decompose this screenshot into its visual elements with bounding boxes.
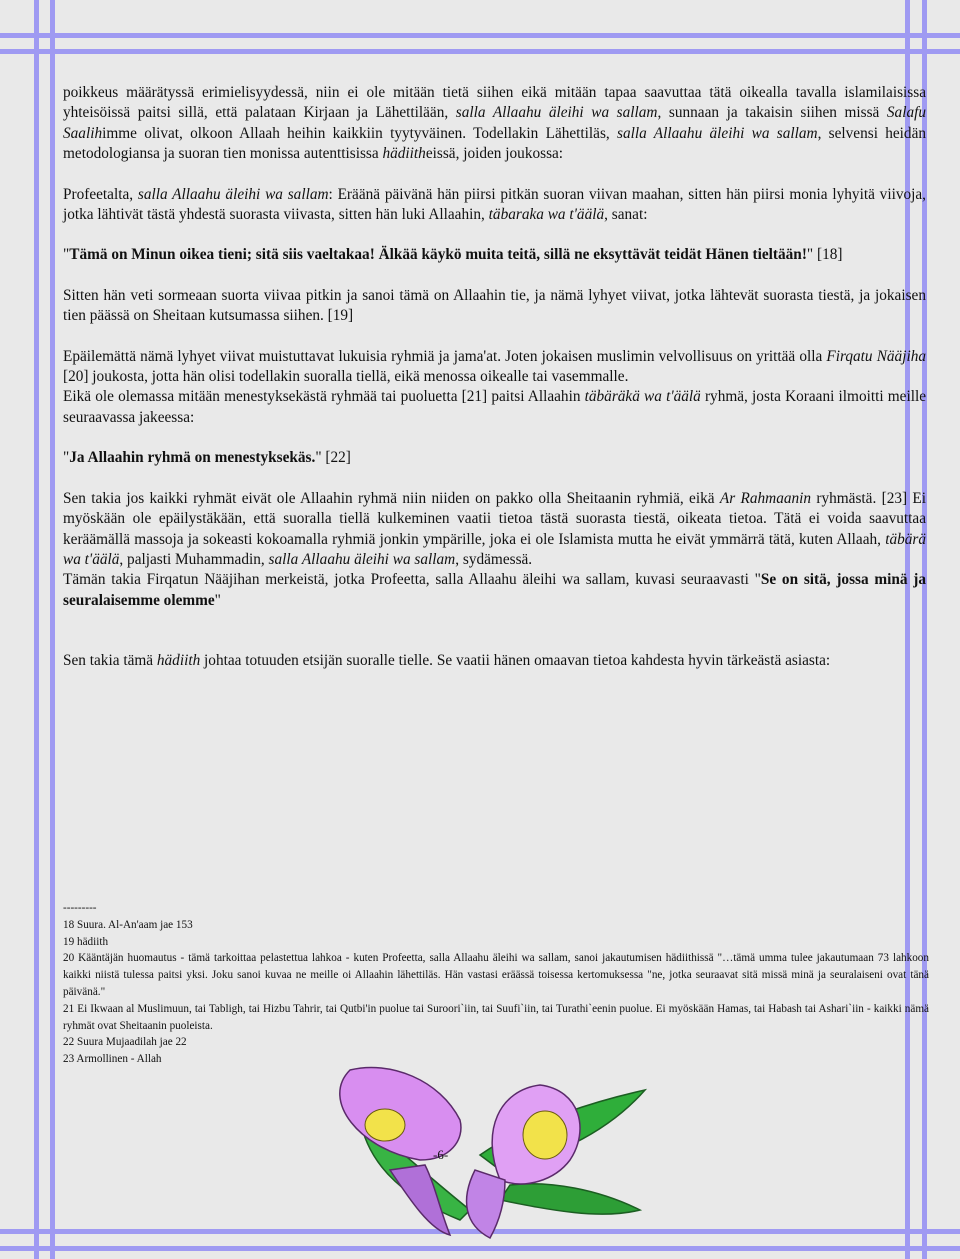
text-span: : Eräänä päivänä hän piirsi pitkän suoran viivan maahan, sitten hän piirsi monia lyhyitä viivoja, jotka lähtivät tästä yhdestä suorasta viivasta, sitten hän luki Allaahin, bbox=[63, 185, 926, 224]
text-span: hädiith bbox=[382, 145, 426, 163]
text-span: täbäräkä wa t'äälä bbox=[584, 388, 701, 406]
text-span: salla Allaahu äleihi wa sallam bbox=[268, 550, 456, 568]
text-span: , sunnaan ja takaisin siihen missä bbox=[657, 104, 887, 122]
paragraph-3-quote bbox=[63, 245, 926, 265]
footnote-separator: --------- bbox=[63, 902, 97, 914]
text-span: täbaraka wa t'äälä bbox=[488, 206, 605, 224]
paragraph-8 bbox=[63, 489, 926, 571]
frame-left-outer bbox=[34, 0, 39, 1259]
footnote-19: 19 hädiith bbox=[63, 935, 109, 948]
text-span: Epäilemättä nämä lyhyet viivat muistuttavat lukuisia ryhmiä ja jama'at. Joten jokaisen muslimin velvollisuus on yrittää olla bbox=[63, 347, 827, 365]
text-span: , paljasti Muhammadin, bbox=[119, 550, 269, 568]
text-span: ryhmä, josta Koraani ilmoitti meille seuraavassa jakeessa: bbox=[63, 388, 926, 426]
text-span: " bbox=[63, 246, 70, 264]
text-span: eissä, joiden joukossa: bbox=[425, 145, 564, 163]
footnote-20: 20 Kääntäjän huomautus - tämä tarkoittaa pelastettua lahkoa - kuten Profeetta, salla Allaahu äleihi wa sallam, sanoi jakautumisen hädiithissä "…tämä umma tulee jakautumaan 73 lahkoon kaikki niistä tulessa paitsi yksi. Joku sanoi kuvaa ne meille oi Allaahin lähettiläs. Hän vastasi eräässä toisessa kertomuksessa "ne, jotka seuraavat sitä missä minä ja seuralaiseni ovat tänä päivänä." bbox=[63, 952, 929, 998]
flower-right-stem bbox=[467, 1170, 505, 1238]
text-span: " bbox=[63, 449, 70, 467]
text-span: Ar Rahmaanin bbox=[719, 489, 812, 507]
text-span: Firqatu Nääjiha bbox=[826, 347, 926, 365]
text-span: Salafu Saalih bbox=[63, 104, 926, 142]
body-text bbox=[63, 83, 926, 672]
bold-quote: Se on sitä, jossa minä ja seuralaisemme olemme bbox=[63, 571, 926, 609]
text-span: Profeetalta, bbox=[63, 185, 138, 203]
frame-left-inner bbox=[50, 0, 55, 1259]
flower-illustration bbox=[300, 1060, 660, 1240]
text-span: poikkeus määrätyssä erimielisyydessä, niin ei ole mitään tietä siihen eikä mitään tapaa saavuttaa tätä oikealla tavalla islamilaisissa yhteisöissä paitsi sillä, että palataan Kirjaan ja Lähettilään, bbox=[63, 84, 926, 122]
text-span: [20] joukosta, jotta hän olisi todellakin suoralla tiellä, eikä menossa oikealle tai vasemmalle. bbox=[63, 368, 629, 386]
text-span: Tämän takia Firqatun Nääjihan merkeistä, jotka Profeetta, salla Allaahu äleihi wa sallam, kuvasi seuraavasti " bbox=[63, 571, 761, 589]
text-span: imme olivat, olkoon Allaah heihin kaikkiin tyytyväinen. Todellakin Lähettiläs, bbox=[102, 124, 618, 142]
paragraph-7-quote bbox=[63, 448, 926, 468]
paragraph-1 bbox=[63, 83, 926, 165]
footnote-22: 22 Suura Mujaadilah jae 22 bbox=[63, 1036, 187, 1049]
text-span: ryhmästä. [23] Ei myöskään ole epäilystäkään, että suoralla tiellä kulkeminen vaatii tietoa tästä suorasta tiestä, oikeata tietoa. Tätä ei voida saavuttaa keräämällä massoja ja sokeasti kokoamalla ryhmiä jonkin ympärille, joka ei ole Islamista mutta he eivät ymmärrä tätä, kuten Allaah, bbox=[63, 489, 927, 548]
flower-left-center bbox=[365, 1109, 405, 1141]
frame-top-outer bbox=[0, 33, 960, 38]
text-span: johtaa totuuden etsijän suoralle tielle. Se vaatii hänen omaavan tietoa kahdesta hyvin tärkeästä asiasta: bbox=[200, 652, 831, 670]
quran-quote: Tämä on Minun oikea tieni; sitä siis vaeltakaa! Älkää käykö muita teitä, sillä ne eksyttävät teidät Hänen tieltään! bbox=[69, 246, 807, 264]
footnote-23: 23 Armollinen - Allah bbox=[63, 1053, 162, 1066]
page-number: -6- bbox=[433, 1147, 449, 1162]
text-span: salla Allaahu äleihi wa sallam bbox=[617, 124, 818, 142]
frame-bottom-outer bbox=[0, 1246, 960, 1251]
paragraph-2 bbox=[63, 185, 926, 226]
flower-right-center bbox=[523, 1111, 567, 1159]
paragraph-4: Sitten hän veti sormeaan suorta viivaa pitkin ja sanoi tämä on Allaahin tie, ja nämä lyhyet viivat, jotka lähtevät suorasta tiestä, ja jokaisen tien päässä on Sheitaan kutsumassa siihen. [19] bbox=[63, 286, 926, 325]
frame-top-inner bbox=[0, 49, 960, 54]
text-span: salla Allaahu äleihi wa sallam bbox=[455, 104, 658, 122]
text-span: Sen takia jos kaikki ryhmät eivät ole Allaahin ryhmä niin niiden on pakko olla Sheitaanin ryhmiä, eikä bbox=[63, 489, 720, 507]
footnote-18: 18 Suura. Al-An'aam jae 153 bbox=[63, 918, 193, 931]
text-span: hädiith bbox=[156, 652, 201, 670]
text-span: Sen takia tämä bbox=[63, 652, 157, 670]
quran-quote: Ja Allaahin ryhmä on menestyksekäs. bbox=[69, 449, 316, 467]
paragraph-10 bbox=[63, 651, 926, 671]
text-span: " bbox=[214, 591, 221, 609]
footnotes bbox=[63, 900, 929, 1068]
text-span: , sanat: bbox=[604, 206, 648, 224]
text-span: täbärä wa t'äälä bbox=[63, 530, 926, 568]
paragraph-9 bbox=[63, 570, 926, 611]
text-span: , sydämessä. bbox=[455, 550, 533, 568]
text-span: Eikä ole olemassa mitään menestyksekästä ryhmää tai puoluetta [21] paitsi Allaahin bbox=[63, 388, 585, 406]
text-span: " [18] bbox=[806, 246, 843, 264]
text-span: " [22] bbox=[315, 449, 351, 467]
paragraph-6 bbox=[63, 387, 926, 428]
paragraph-5 bbox=[63, 347, 926, 388]
footnote-21: 21 Ei Ikwaan al Muslimuun, tai Tabligh, tai Hizbu Tahrir, tai Qutbi'in puolue tai Suroori`iin, tai Suufi`iin, tai Turathi`eenin puolue. Ei myöskään Hamas, tai Habash tai Ashari`iin - kaikki nämä ryhmät ovat Sheitaanin puoleista. bbox=[63, 1002, 929, 1032]
text-span: salla Allaahu äleihi wa sallam bbox=[137, 185, 329, 203]
text-span: , selvensi heidän metodologiansa ja suoran tien monissa autenttisissa bbox=[63, 124, 927, 163]
leaf-lower bbox=[500, 1184, 640, 1214]
